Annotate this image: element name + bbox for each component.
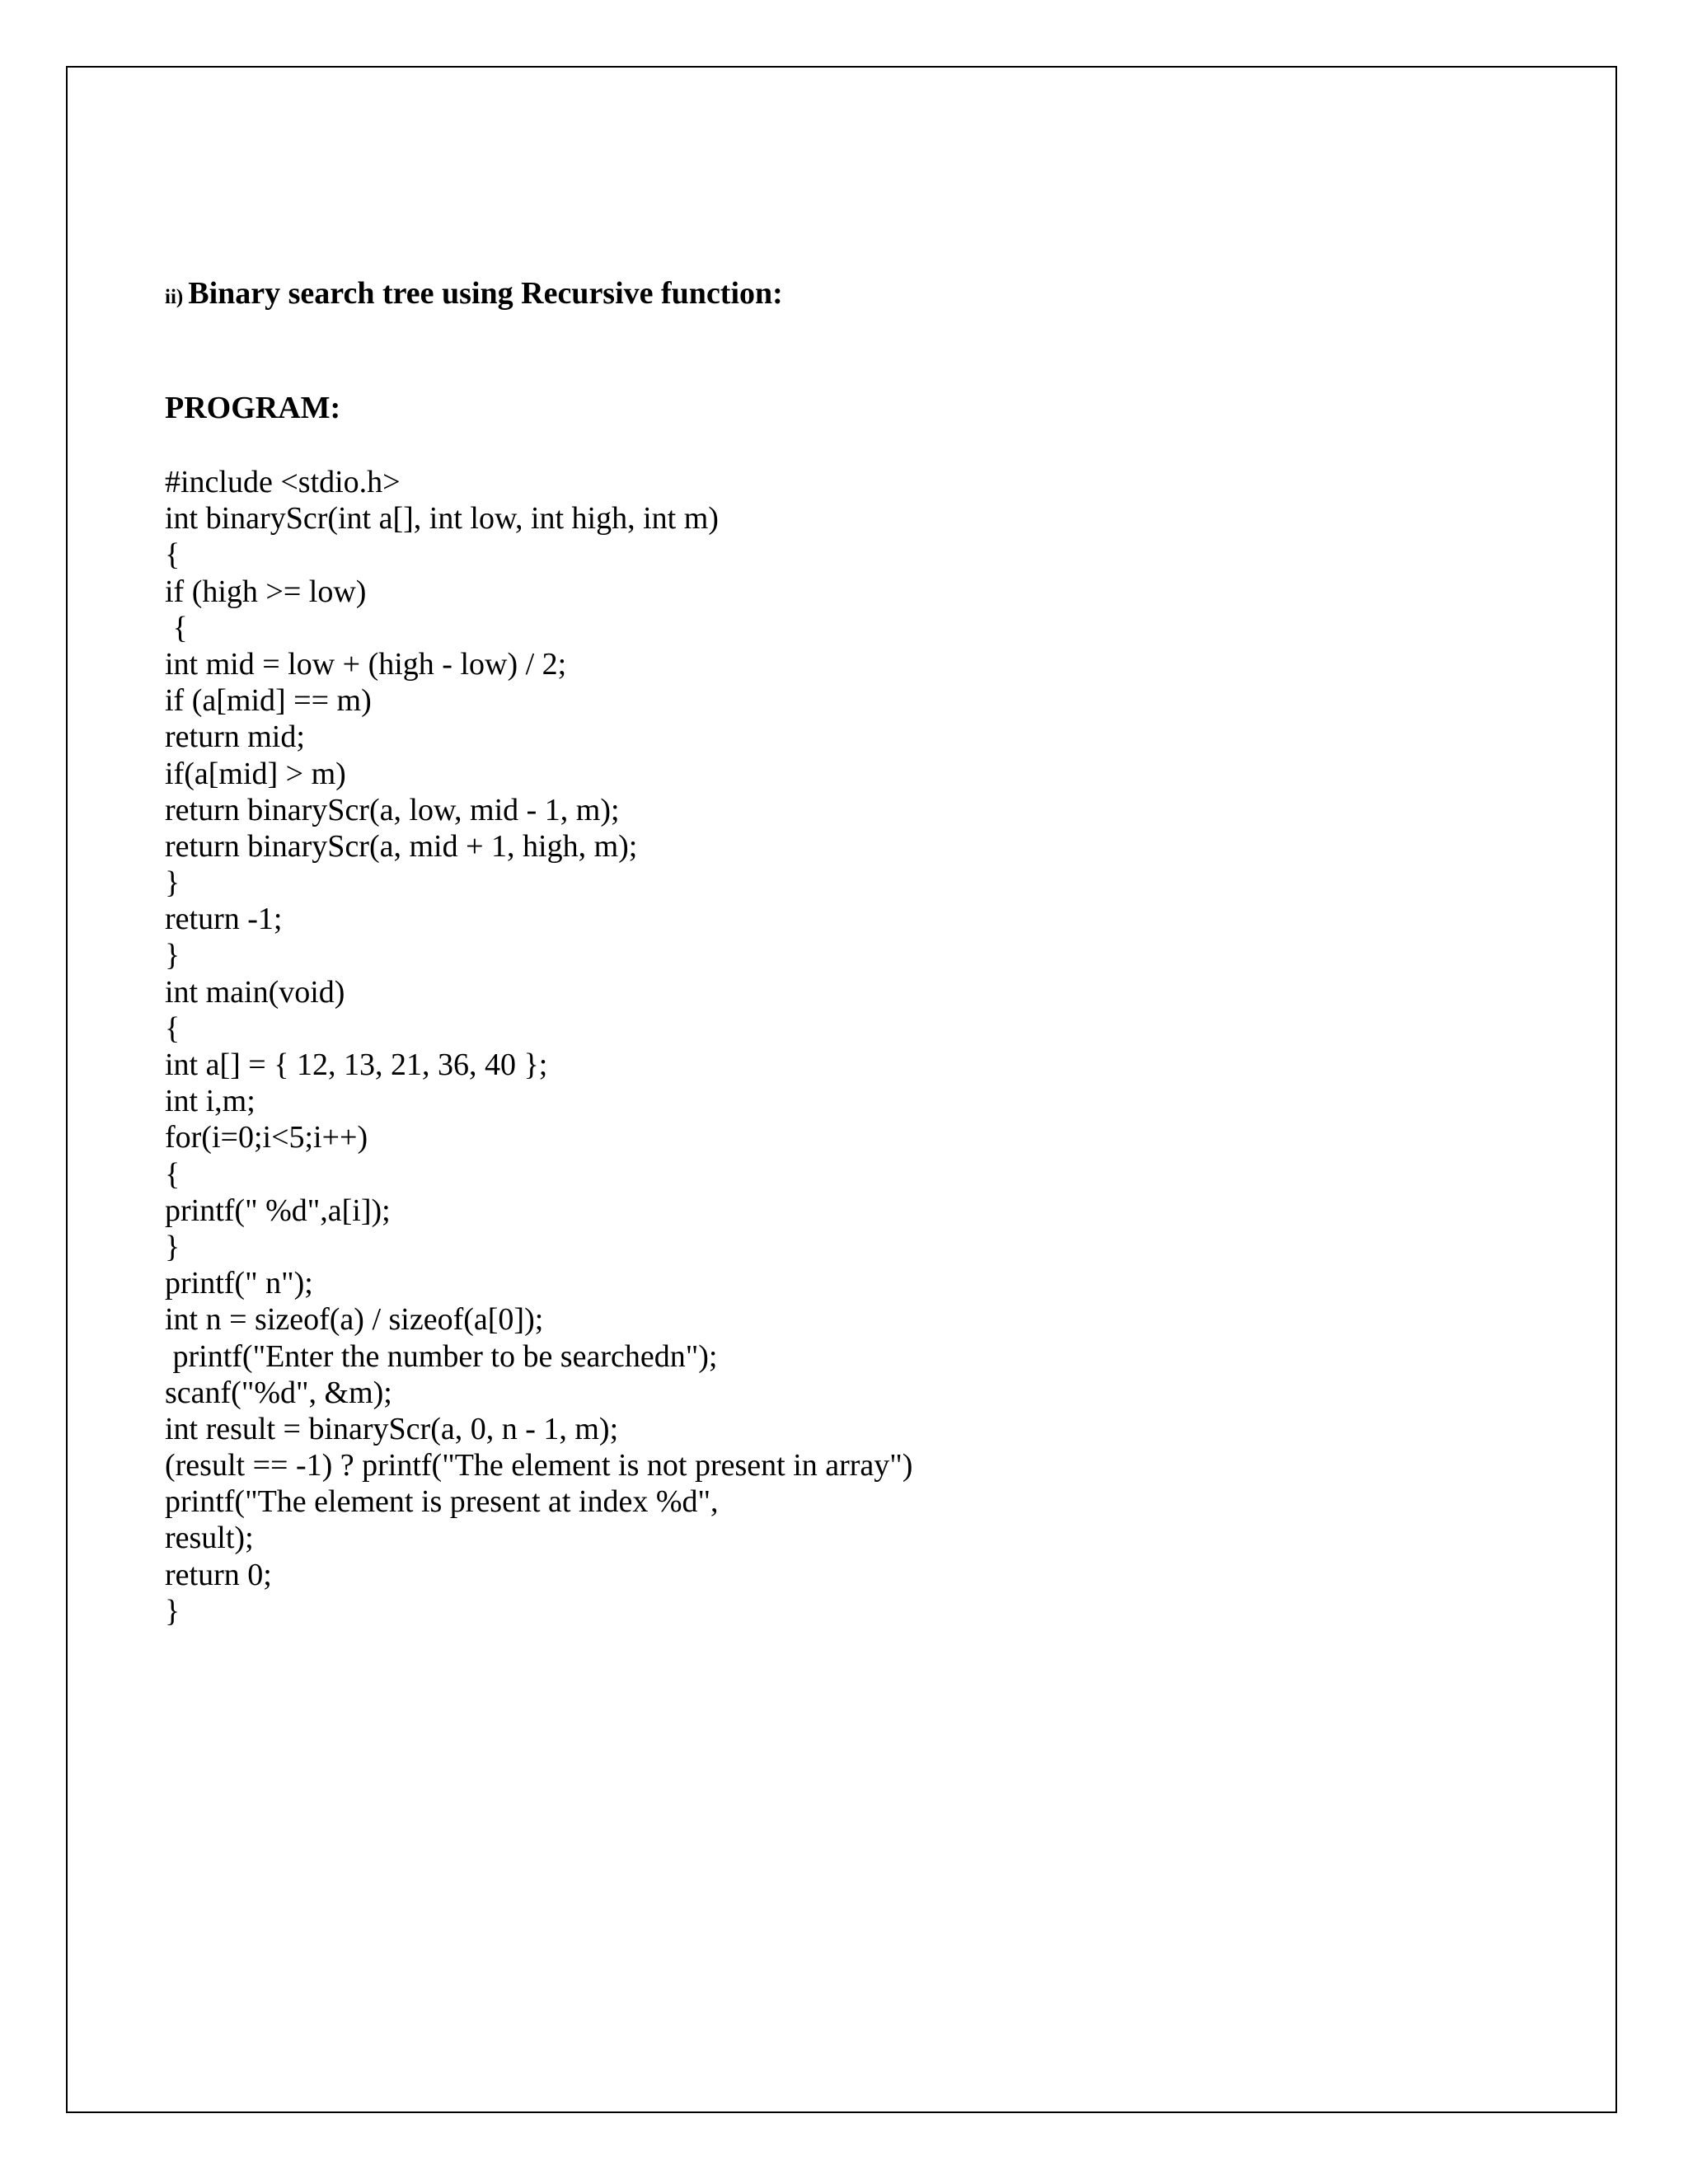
code-line: return 0;	[165, 1557, 272, 1592]
code-line: {	[165, 537, 181, 573]
code-line: (result == -1) ? printf("The element is not present in array")	[165, 1448, 913, 1483]
code-line: for(i=0;i<5;i++)	[165, 1120, 368, 1155]
section-number: ii)	[165, 286, 184, 308]
code-line: int binaryScr(int a[], int low, int high, int m)	[165, 501, 719, 537]
code-line: return binaryScr(a, low, mid - 1, m);	[165, 792, 620, 827]
code-line: }	[165, 938, 181, 973]
code-line: int i,m;	[165, 1084, 256, 1119]
code-line: scanf("%d", &m);	[165, 1375, 392, 1410]
code-line: printf(" n");	[165, 1266, 313, 1301]
code-line: }	[165, 1593, 181, 1629]
code-line: return mid;	[165, 719, 305, 755]
code-line: {	[165, 610, 188, 645]
code-line: printf(" %d",a[i]);	[165, 1193, 391, 1228]
code-line: {	[165, 1010, 181, 1046]
code-line: return binaryScr(a, mid + 1, high, m);	[165, 828, 638, 864]
code-line: if (a[mid] == m)	[165, 683, 372, 719]
code-line: printf("Enter the number to be searchedn");	[165, 1338, 718, 1374]
code-line: int n = sizeof(a) / sizeof(a[0]);	[165, 1302, 544, 1338]
code-line: {	[165, 1156, 181, 1192]
code-line: printf("The element is present at index %d",	[165, 1484, 719, 1520]
code-line: if (high >= low)	[165, 574, 367, 609]
code-line: int mid = low + (high - low) / 2;	[165, 646, 567, 682]
code-line: if(a[mid] > m)	[165, 756, 346, 791]
section-heading	[165, 275, 783, 312]
code-block	[165, 464, 912, 1629]
section-title: Binary search tree using Recursive function:	[188, 276, 783, 311]
code-line: int a[] = { 12, 13, 21, 36, 40 };	[165, 1047, 548, 1082]
code-line: return -1;	[165, 902, 283, 937]
program-label: PROGRAM:	[165, 391, 341, 425]
code-line: }	[165, 865, 181, 901]
code-line: int main(void)	[165, 974, 345, 1010]
code-line: result);	[165, 1521, 254, 1556]
code-line: }	[165, 1229, 181, 1264]
code-line: int result = binaryScr(a, 0, n - 1, m);	[165, 1411, 619, 1446]
code-line: #include <stdio.h>	[165, 465, 401, 499]
